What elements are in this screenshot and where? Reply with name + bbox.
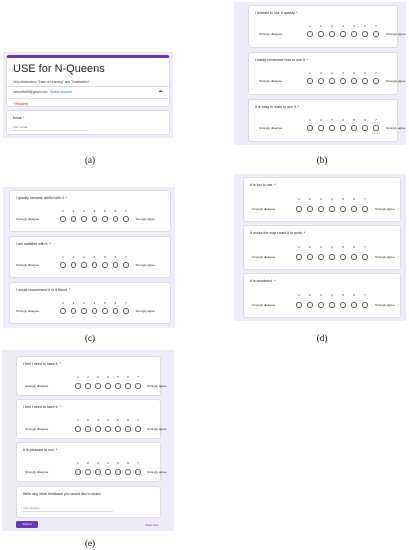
feedback-input[interactable]: Your answer (23, 506, 113, 512)
scale-high-label: Strongly agree (375, 255, 395, 259)
scale-radio-3[interactable] (81, 216, 87, 222)
scale-radio-4[interactable] (92, 262, 98, 268)
scale-radio-5[interactable] (340, 254, 346, 260)
question-text: I learned to use it quickly. * (255, 11, 298, 15)
scale-number: 7 (125, 301, 127, 305)
scale-radio-4[interactable] (329, 206, 335, 212)
scale-radio-1[interactable] (75, 426, 81, 432)
scale-radio-5[interactable] (351, 78, 357, 84)
scale-number: 1 (77, 375, 79, 379)
scale-radio-5[interactable] (351, 31, 357, 37)
scale-number: 4 (107, 418, 109, 422)
scale-radio-7[interactable] (373, 31, 379, 37)
scale-number: 7 (137, 418, 139, 422)
scale-number: 3 (331, 24, 333, 28)
question-text: It is easy to learn to use it. * (255, 105, 300, 109)
scale-number: 5 (353, 118, 355, 122)
question-text: It is pleasant to use. * (23, 448, 58, 452)
scale-number: 2 (309, 293, 311, 297)
scale-radio-2[interactable] (85, 469, 91, 475)
scale-radio-2[interactable] (307, 206, 313, 212)
scale-number: 4 (107, 461, 109, 465)
scale-number: 7 (375, 118, 377, 122)
scale-number: 5 (342, 245, 344, 249)
scale-radio-5[interactable] (340, 302, 346, 308)
scale-number: 7 (364, 245, 366, 249)
scale-high-label: Strongly agree (135, 263, 156, 267)
scale-number: 3 (97, 418, 99, 422)
likert-question-card (243, 177, 401, 222)
scale-number: 6 (364, 71, 366, 75)
cloud-icon: ☁ (158, 88, 163, 94)
caption-c: (c) (85, 333, 95, 343)
scale-number: 7 (137, 375, 139, 379)
scale-number: 2 (309, 197, 311, 201)
scale-high-label: Strongly agree (386, 126, 406, 130)
scale-low-label: Strongly disagree (16, 217, 40, 221)
scale-high-label: Strongly agree (386, 79, 406, 83)
scale-radio-6[interactable] (113, 216, 119, 222)
scale-number: 2 (72, 209, 75, 213)
scale-radio-7[interactable] (135, 426, 141, 432)
scale-radio-4[interactable] (92, 216, 98, 222)
scale-number: 5 (117, 375, 119, 379)
scale-radio-3[interactable] (318, 206, 324, 212)
clear-form-link[interactable]: Clear form (145, 523, 160, 527)
question-text: It is fun to use. * (250, 183, 276, 187)
scale-radio-7[interactable] (362, 206, 368, 212)
scale-radio-1[interactable] (296, 254, 302, 260)
account-divider (7, 98, 169, 99)
scale-number: 6 (364, 24, 366, 28)
scale-radio-6[interactable] (362, 125, 368, 131)
scale-number: 1 (62, 209, 64, 213)
scale-number: 3 (320, 293, 322, 297)
scale-radio-4[interactable] (340, 125, 346, 131)
scale-number: 7 (375, 24, 377, 28)
scale-radio-5[interactable] (102, 262, 108, 268)
scale-number: 4 (342, 24, 344, 28)
scale-number: 1 (309, 118, 311, 122)
scale-radio-5[interactable] (115, 383, 121, 389)
scale-radio-6[interactable] (362, 31, 368, 37)
scale-low-label: Strongly disagree (259, 32, 283, 36)
scale-number: 5 (353, 24, 355, 28)
scale-number: 4 (331, 293, 333, 297)
scale-radio-4[interactable] (105, 383, 111, 389)
feedback-card (16, 486, 161, 518)
scale-number: 3 (320, 197, 322, 201)
scale-radio-7[interactable] (123, 216, 129, 222)
scale-number: 2 (87, 461, 89, 465)
scale-radio-5[interactable] (351, 125, 357, 131)
scale-number: 6 (364, 118, 366, 122)
scale-low-label: Strongly disagree (25, 470, 49, 474)
scale-radio-6[interactable] (125, 383, 131, 389)
scale-radio-1[interactable] (296, 302, 302, 308)
scale-number: 1 (62, 255, 64, 259)
account-email: mmorello85@gmail.com (13, 90, 48, 94)
required-note: * Required (13, 102, 29, 106)
likert-question-card (248, 5, 406, 48)
scale-low-label: Strongly disagree (252, 303, 276, 307)
scale-low-label: Strongly disagree (16, 263, 40, 267)
panel-d (234, 174, 406, 321)
scale-radio-3[interactable] (81, 262, 87, 268)
caption-e: (e) (85, 538, 95, 548)
scale-radio-4[interactable] (105, 469, 111, 475)
scale-radio-3[interactable] (95, 469, 101, 475)
scale-high-label: Strongly agree (375, 303, 395, 307)
likert-question-card (243, 273, 401, 318)
scale-number: 3 (83, 255, 85, 259)
scale-radio-5[interactable] (340, 206, 346, 212)
scale-high-label: Strongly agree (375, 207, 395, 211)
scale-radio-2[interactable] (71, 216, 77, 222)
likert-question-card (9, 282, 171, 324)
form-header-card (6, 55, 170, 107)
question-text: I quickly became skillful with it. * (16, 196, 68, 200)
scale-radio-1[interactable] (307, 78, 313, 84)
scale-low-label: Strongly disagree (252, 207, 276, 211)
scale-number: 1 (77, 461, 79, 465)
scale-radio-2[interactable] (318, 31, 324, 37)
scale-radio-4[interactable] (329, 254, 335, 260)
caption-b: (b) (316, 155, 328, 165)
scale-number: 5 (117, 461, 119, 465)
scale-radio-6[interactable] (113, 308, 119, 314)
scale-number: 1 (298, 197, 300, 201)
scale-number: 5 (104, 301, 106, 305)
scale-radio-2[interactable] (71, 308, 77, 314)
scale-number: 4 (93, 255, 96, 259)
scale-number: 4 (93, 301, 96, 305)
scale-number: 6 (127, 418, 129, 422)
scale-radio-6[interactable] (113, 262, 119, 268)
scale-radio-4[interactable] (92, 308, 98, 314)
scale-number: 7 (375, 71, 377, 75)
scale-number: 6 (127, 375, 129, 379)
scale-number: 6 (114, 255, 117, 259)
scale-high-label: Strongly agree (147, 384, 167, 388)
submit-button[interactable]: Submit (16, 521, 38, 528)
question-text: It works the way I want it to work. * (250, 231, 306, 235)
scale-radio-1[interactable] (75, 469, 81, 475)
scale-low-label: Strongly disagree (16, 309, 40, 313)
scale-radio-5[interactable] (115, 469, 121, 475)
scale-radio-3[interactable] (81, 308, 87, 314)
scale-number: 2 (320, 71, 322, 75)
scale-number: 7 (125, 255, 127, 259)
scale-radio-7[interactable] (362, 254, 368, 260)
scale-radio-7[interactable] (135, 383, 141, 389)
caption-d: (d) (316, 333, 328, 343)
switch-account-link[interactable]: Switch account (50, 90, 72, 94)
scale-number: 7 (137, 461, 139, 465)
scale-radio-5[interactable] (102, 216, 108, 222)
scale-number: 6 (127, 461, 129, 465)
likert-question-card (16, 356, 167, 396)
scale-number: 4 (107, 375, 109, 379)
scale-radio-5[interactable] (102, 308, 108, 314)
scale-number: 5 (104, 255, 106, 259)
likert-question-card (16, 442, 167, 482)
likert-question-card (248, 52, 406, 95)
scale-radio-7[interactable] (373, 125, 379, 131)
scale-number: 5 (342, 293, 344, 297)
scale-number: 3 (331, 118, 333, 122)
scale-number: 5 (342, 197, 344, 201)
scale-radio-4[interactable] (329, 302, 335, 308)
scale-number: 5 (353, 71, 355, 75)
scale-radio-2[interactable] (318, 78, 324, 84)
scale-radio-1[interactable] (75, 383, 81, 389)
scale-radio-6[interactable] (362, 78, 368, 84)
scale-number: 2 (309, 245, 311, 249)
scale-radio-4[interactable] (340, 31, 346, 37)
scale-number: 1 (62, 301, 64, 305)
likert-question-card (9, 190, 171, 232)
question-text: It is wonderful. * (250, 279, 276, 283)
question-text: I easily remember how to use it. * (255, 58, 309, 62)
likert-question-card (243, 225, 401, 270)
scale-number: 3 (97, 375, 99, 379)
question-text: I am satisfied with it. * (16, 242, 51, 246)
header-divider (7, 86, 169, 87)
scale-number: 1 (77, 418, 79, 422)
scale-number: 4 (342, 118, 344, 122)
scale-number: 1 (298, 245, 300, 249)
scale-number: 7 (364, 293, 366, 297)
scale-radio-3[interactable] (329, 78, 335, 84)
question-text: I feel I need to have it. * (23, 405, 61, 409)
scale-number: 6 (353, 197, 355, 201)
scale-radio-1[interactable] (307, 31, 313, 37)
scale-low-label: Strongly disagree (25, 384, 49, 388)
email-label: Email * (13, 116, 25, 120)
scale-radio-5[interactable] (115, 426, 121, 432)
scale-radio-2[interactable] (307, 254, 313, 260)
scale-high-label: Strongly agree (135, 217, 156, 221)
scale-high-label: Strongly agree (147, 427, 167, 431)
caption-a: (a) (85, 155, 95, 165)
scale-number: 7 (125, 209, 127, 213)
scale-radio-2[interactable] (85, 426, 91, 432)
scale-number: 1 (298, 293, 300, 297)
scale-number: 2 (320, 24, 322, 28)
scale-radio-3[interactable] (95, 383, 101, 389)
feedback-question: Write any other feedback you would like to share: (23, 492, 102, 496)
scale-number: 4 (331, 245, 333, 249)
scale-radio-6[interactable] (351, 254, 357, 260)
likert-question-card (16, 399, 167, 439)
scale-low-label: Strongly disagree (252, 255, 276, 259)
scale-radio-2[interactable] (85, 383, 91, 389)
scale-number: 3 (83, 209, 85, 213)
scale-radio-1[interactable] (296, 206, 302, 212)
scale-number: 5 (117, 418, 119, 422)
scale-number: 3 (331, 71, 333, 75)
scale-radio-3[interactable] (329, 125, 335, 131)
scale-radio-2[interactable] (71, 262, 77, 268)
scale-low-label: Strongly disagree (259, 79, 283, 83)
scale-radio-4[interactable] (340, 78, 346, 84)
scale-radio-3[interactable] (318, 302, 324, 308)
scale-number: 4 (331, 197, 333, 201)
scale-radio-6[interactable] (351, 206, 357, 212)
form-title: USE for N-Queens (13, 63, 105, 75)
scale-number: 2 (87, 418, 89, 422)
likert-question-card (9, 236, 171, 278)
scale-radio-1[interactable] (60, 216, 66, 222)
scale-number: 1 (309, 71, 311, 75)
scale-radio-1[interactable] (307, 125, 313, 131)
scale-number: 1 (309, 24, 311, 28)
scale-radio-2[interactable] (307, 302, 313, 308)
account-row (13, 90, 72, 94)
form-description: Only dimensions "Ease of Learning" and "Satisfaction" (13, 80, 90, 84)
scale-high-label: Strongly agree (147, 470, 167, 474)
scale-radio-7[interactable] (373, 78, 379, 84)
scale-number: 4 (93, 209, 96, 213)
scale-radio-7[interactable] (362, 302, 368, 308)
scale-number: 6 (353, 245, 355, 249)
scale-low-label: Strongly disagree (25, 427, 49, 431)
scale-number: 6 (353, 293, 355, 297)
scale-radio-6[interactable] (351, 302, 357, 308)
question-text: I feel I need to have it. * (23, 362, 61, 366)
scale-radio-7[interactable] (135, 469, 141, 475)
scale-number: 7 (364, 197, 366, 201)
panel-a (3, 52, 173, 138)
question-text: I would recommend it to a friend. * (16, 288, 71, 292)
scale-number: 2 (320, 118, 322, 122)
scale-number: 6 (114, 209, 117, 213)
likert-question-card (248, 99, 406, 142)
scale-radio-4[interactable] (105, 426, 111, 432)
scale-number: 4 (342, 71, 344, 75)
email-input[interactable]: Your email (13, 125, 88, 131)
email-card (6, 110, 170, 135)
scale-number: 3 (83, 301, 85, 305)
scale-number: 2 (87, 375, 89, 379)
scale-radio-3[interactable] (318, 254, 324, 260)
scale-radio-7[interactable] (123, 262, 129, 268)
scale-number: 6 (114, 301, 117, 305)
scale-radio-3[interactable] (95, 426, 101, 432)
scale-radio-1[interactable] (60, 262, 66, 268)
scale-radio-6[interactable] (125, 469, 131, 475)
scale-high-label: Strongly agree (386, 32, 406, 36)
scale-number: 2 (72, 255, 75, 259)
panel-c (3, 187, 175, 328)
scale-radio-6[interactable] (125, 426, 131, 432)
scale-number: 3 (97, 461, 99, 465)
scale-low-label: Strongly disagree (259, 126, 283, 130)
scale-radio-1[interactable] (60, 308, 66, 314)
panel-e (2, 350, 174, 531)
scale-number: 2 (72, 301, 75, 305)
scale-radio-3[interactable] (329, 31, 335, 37)
scale-high-label: Strongly agree (135, 309, 156, 313)
scale-radio-7[interactable] (123, 308, 129, 314)
scale-radio-2[interactable] (318, 125, 324, 131)
panel-b (234, 2, 406, 145)
scale-number: 5 (104, 209, 106, 213)
scale-number: 3 (320, 245, 322, 249)
